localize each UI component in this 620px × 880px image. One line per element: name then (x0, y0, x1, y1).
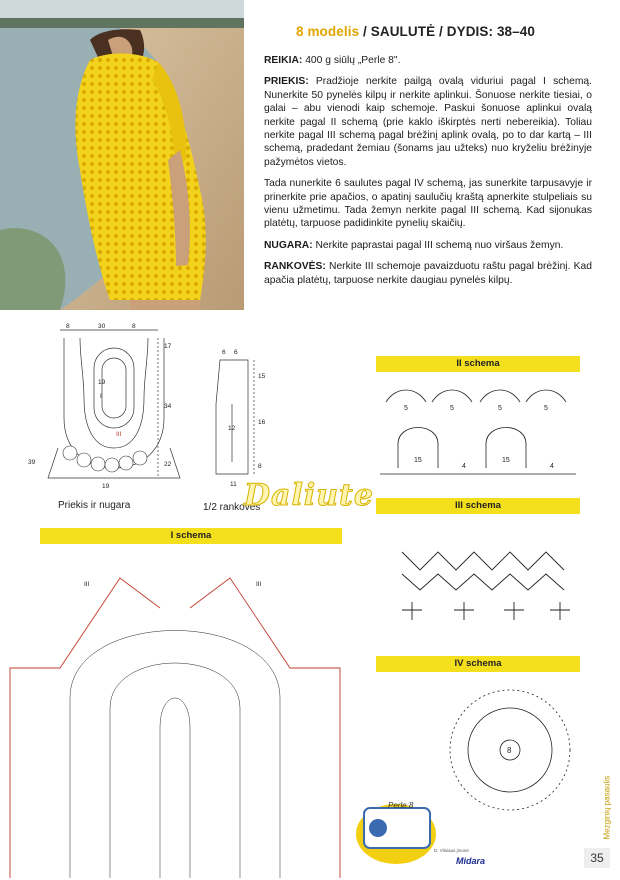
sleeves-paragraph: RANKOVĖS: Nerkite III schemoje pavaizduotu raštu pagal brėžinį. Kad apačia platėtų, tarpuose nerkite daugiau pynelės kilpų. (264, 261, 592, 286)
schema-ii-num-2: 5 (450, 405, 454, 412)
dim-left: 39 (28, 459, 36, 466)
pattern-title (296, 24, 608, 39)
schema-ii-diagram (376, 378, 580, 478)
schema-ii-num-5: 15 (414, 457, 422, 464)
sleeve-schematic (196, 344, 276, 494)
sleeve-dim-inner: 12 (228, 425, 236, 432)
sleeve-dim-right-1: 15 (258, 373, 266, 380)
schema-i-diagram (0, 548, 350, 880)
schema-i-mark-right: III (256, 581, 262, 588)
sleeve-dim-top-1: 6 (222, 349, 226, 356)
schema-ii-num-7: 4 (462, 463, 466, 470)
sleeve-dim-bottom: 11 (230, 481, 237, 488)
model-photo (0, 0, 244, 310)
dim-right-3: 22 (164, 461, 172, 468)
yarn-image (352, 784, 510, 870)
dim-inner: 19 (98, 379, 106, 386)
pattern-name-size: / SAULUTĖ / DYDIS: 38–40 (359, 24, 535, 39)
yarn-label: Perle 8 (388, 801, 414, 810)
sleeve-dim-right-2: 16 (258, 419, 266, 426)
motifs-paragraph: Tada nunerkite 6 saulutes pagal IV schemą, jas sunerkite tarpusavyje ir prinerkite prie apačios, o apatinį saulučių kraštą apnerkite stulpeliais su vienu užmetimu. Tada žemyn nerkite pagal III schemą. Kad sijonukas platėtų, tarpuose padidinkite pynelių skaičių. (264, 178, 592, 230)
schema-i-mark-left: III (84, 581, 90, 588)
instructions (264, 54, 592, 295)
schema-ii-num-1: 5 (404, 405, 408, 412)
dim-right-2: 34 (164, 403, 172, 410)
dim-top-right: 8 (132, 323, 136, 330)
magazine-name: Mezginių pasaulis (602, 775, 612, 840)
watermark: Daliute (244, 478, 375, 513)
brand-maker: D. Vilniaus įmonė (434, 848, 469, 853)
sleeve-dim-top-2: 6 (234, 349, 238, 356)
schema-ii-header: II schema (376, 356, 580, 372)
mark-i: I (100, 393, 102, 400)
front-back-caption: Priekis ir nugara (58, 500, 131, 511)
schema-iv-center-num: 8 (507, 746, 512, 755)
dim-right-1: 17 (164, 343, 172, 350)
mark-iii: III (116, 431, 122, 438)
dim-bottom: 19 (102, 483, 110, 490)
materials-paragraph: REIKIA: 400 g siūlų „Perle 8". (264, 55, 401, 66)
schema-ii-num-8: 4 (550, 463, 554, 470)
schema-ii-num-3: 5 (498, 405, 502, 412)
schema-ii-num-4: 5 (544, 405, 548, 412)
front-back-schematic (24, 318, 190, 498)
front-paragraph: PRIEKIS: Pradžioje nerkite pailgą ovalą viduriui pagal I schemą. Nunerkite 50 pynelės kilpų ir nerkite aplinkui. Šonuose nerkite tiesiai, o galai – abu vienodi kaip schemoje. Paskui šonuose aplinkui ovalą nerkite pagal II schemą (prie kaklo iškirptės nerti nebereikia). Toliau nerkite pagal III schemą pagal brėžinį aplink ovalą, po to dar kartą – III schemą, pradedant žemiau (šonams jau užteks) nuo kryželiu brėžinyje pažymėtos vietos. (264, 76, 592, 168)
schema-iii-diagram (390, 524, 580, 630)
back-paragraph: NUGARA: Nerkite paprastai pagal III schemą nuo viršaus žemyn. (264, 239, 564, 251)
schema-i-header: I schema (40, 528, 342, 544)
page-number: 35 (584, 848, 610, 868)
brand-logo: Midara (456, 856, 486, 866)
dim-top-left: 8 (66, 323, 70, 330)
sleeve-dim-right-3: 8 (258, 463, 262, 470)
schema-iii-header: III schema (376, 498, 580, 514)
schema-ii-num-6: 15 (502, 457, 510, 464)
sleeve-caption: 1/2 rankovės (203, 502, 261, 513)
model-number: 8 modelis (296, 24, 360, 39)
schema-iv-header: IV schema (376, 656, 580, 672)
dim-top-mid: 30 (98, 323, 106, 330)
